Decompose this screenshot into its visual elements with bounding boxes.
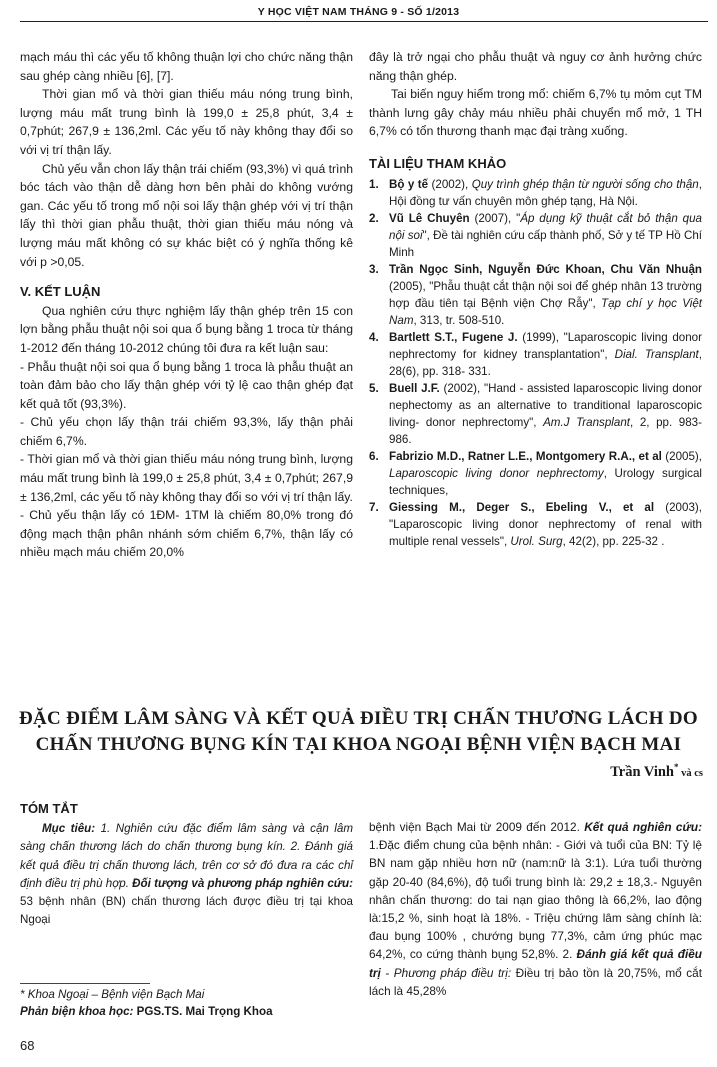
right-column-top: [369, 48, 702, 550]
reference-text: (2007), ": [469, 211, 521, 225]
references-heading: TÀI LIỆU THAM KHẢO: [369, 155, 507, 171]
reference-list: [369, 176, 702, 550]
reviewer-line: Phản biện khoa học: PGS.TS. Mai Trọng Khoa: [20, 1005, 273, 1018]
header-rule: [20, 21, 708, 22]
reference-tail: , 2, pp. 983- 986.: [389, 415, 702, 446]
reference-authors: Vũ Lê Chuyên: [389, 211, 470, 225]
footnotes: [20, 986, 353, 1020]
reference-item: [369, 448, 702, 499]
reference-source: Dial. Transplant: [614, 347, 699, 361]
bullet-item: - Chủ yếu thận lấy có 1ĐM- 1TM là chiếm 80,0% trong đó động mạch thận phân nhánh sớm chiếm 6,7%, thận lấy có nhiều mạch máu chiếm 20,0%: [20, 508, 353, 560]
reference-authors: Giessing M., Deger S., Ebeling V., et al: [389, 500, 655, 514]
reference-item: [369, 210, 702, 261]
reference-source: Áp dụng kỹ thuật cắt bỏ thận qua nội soi: [389, 211, 702, 242]
reference-authors: Bộ y tế: [389, 177, 429, 191]
bullet-item: - Chủ yếu chọn lấy thận trái chiếm 93,3%, lấy thận phải chiếm 6,7%.: [20, 415, 353, 448]
reference-authors: Trần Ngọc Sinh, Nguyễn Đức Khoan, Chu Văn Nhuận: [389, 262, 702, 276]
left-column-top: [20, 48, 353, 562]
author-suffix: và cs: [678, 767, 703, 779]
reference-item: [369, 329, 702, 380]
title-line-1: ĐẶC ĐIỂM LÂM SÀNG VÀ KẾT QUẢ ĐIỀU TRỊ CHẤN THƯƠNG LÁCH DO: [18, 708, 698, 729]
section-heading-conclusion: V. KẾT LUẬN: [20, 284, 101, 300]
reference-number: 3.: [369, 262, 379, 276]
reference-tail: , Urology surgical techniques,: [389, 466, 702, 497]
affiliation-footnote: * Khoa Ngoại – Bệnh viện Bạch Mai: [20, 988, 205, 1001]
reference-number: 1.: [369, 177, 379, 191]
paragraph: mạch máu thì các yếu tố không thuận lợi cho chức năng thận sau ghép càng nhiều [6], [7].: [20, 50, 353, 83]
reference-number: 7.: [369, 500, 379, 514]
reference-number: 2.: [369, 211, 379, 225]
reference-tail: , Hội đồng tư vấn chuyên môn ghép tạng, Hà Nội.: [389, 177, 702, 208]
author-line: [610, 762, 703, 781]
reference-item: [369, 380, 702, 448]
reference-authors: Fabrizio M.D., Ratner L.E., Montgomery R.A., et al: [389, 449, 662, 463]
summary-heading: TÓM TẮT: [20, 801, 78, 816]
bullet-item: - Thời gian mổ và thời gian thiếu máu nóng trung bình, lượng máu mất trung bình là 199,0 ± 25,8 phút, 3,4 ± 0,7phút; 267,9 ± 136,2ml, các yếu tố này không thay đổi so với vị trí thận lấy.: [20, 452, 353, 504]
reference-text: (1999), "Laparoscopic living donor nephrectomy for kidney transplantation",: [389, 330, 702, 361]
reference-number: 6.: [369, 449, 379, 463]
reference-item: [369, 499, 702, 550]
reference-authors: Bartlett S.T., Fugene J.: [389, 330, 518, 344]
paragraph: đây là trở ngại cho phẫu thuật và nguy cơ ảnh hưởng chức năng thận ghép.: [369, 50, 702, 83]
reference-source: Urol. Surg: [510, 534, 563, 548]
reference-tail: ", Đề tài nghiên cứu cấp thành phố, Sở y tế TP Hồ Chí Minh: [389, 228, 703, 259]
paragraph: Qua nghiên cứu thực nghiệm lấy thận ghép trên 15 con lợn bằng phẫu thuật nội soi qua ổ bụng bằng 1 troca từ tháng 1-2012 đến tháng 10-2012 chúng tôi đưa ra kết luận sau:: [20, 303, 353, 355]
abstract-right: [369, 818, 702, 1000]
abstract-results: bệnh viện Bạch Mai từ 2009 đến 2012. Kết quả nghiên cứu: 1.Đặc điểm chung của bệnh nhân: - Giới và tuổi của BN: Tỷ lệ BN nam gặp nhiều hơn nữ (nam:nữ là 3:1). Lứa tuổi thường gặp 20-40 (84,6%), độ tuổi trung bình là: 29,2 ± 18,3.- Nguyên nhân chấn thương: do tai nạn giao thông là 66,2%, lao động là:15,2 %, sinh hoạt là 18%. - Triệu chứng lâm sàng chính là: đau bụng 100% , chướng bụng 77,3%, cảm ứng phúc mạc 64,2%, co cứng thành bụng 52,8%. 2. Đánh giá kết quả điều trị - Phương pháp điều trị: Điều trị bảo tồn là 20,75%, mổ cắt lách là 45,28%: [369, 820, 703, 998]
footnote-rule: [20, 983, 150, 984]
reference-number: 5.: [369, 381, 379, 395]
reference-tail: , 313, tr. 508-510.: [413, 313, 505, 327]
author-name: Trần Vinh: [610, 763, 674, 780]
reference-tail: , 42(2), pp. 225-32 .: [562, 534, 665, 548]
reference-text: (2005), "Phẫu thuật cắt thận nội soi để ghép nhân 13 trường hợp đầu tiên tại Bệnh viện Chợ Rẫy",: [389, 279, 702, 310]
abstract-aim: Mục tiêu: 1. Nghiên cứu đặc điểm lâm sàng và cận lâm sàng chấn thương lách do chấn thương bụng kín. 2. Đánh giá kết quả điều trị chấn thương lách, trên cơ sở đó đưa ra các chỉ định điều trị phù hợp. Đối tượng và phương pháp nghiên cứu: 53 bệnh nhân (BN) chấn thương lách được điều trị tại khoa Ngoại: [20, 822, 353, 927]
reference-source: Am.J Transplant: [543, 415, 630, 429]
abstract-left: [20, 800, 353, 929]
article-title: [10, 706, 707, 758]
title-line-2: CHẤN THƯƠNG BỤNG KÍN TẠI KHOA NGOẠI BỆNH VIỆN BẠCH MAI: [35, 734, 682, 755]
journal-header: Y HỌC VIỆT NAM THÁNG 9 - SỐ 1/2013: [257, 6, 460, 18]
reference-text: (2005),: [661, 449, 702, 463]
paragraph: Chủ yếu vẫn chon lấy thận trái chiếm (93,3%) vì quá trình bóc tách vào thận dễ dàng hơn bên phải do không vướng gan. Các yếu tố trong mổ nội soi lấy thận ghép với vị trí thận lấy thì thời gian phẫu thuật, thời gian thiếu máu nóng và lượng máu mất không có sự khác biệt có ý nghĩa thống kê với p >0,05.: [20, 161, 353, 269]
reference-authors: Buell J.F.: [389, 381, 440, 395]
reference-number: 4.: [369, 330, 379, 344]
reference-source: Laparoscopic living donor nephrectomy: [389, 466, 604, 480]
reference-text: (2002), "Hand - assisted laparoscopic living donor nephectomy as an alternative to tranditional laparoscopic living- donor nephrectomy",: [389, 381, 702, 429]
reference-tail: , 28(6), pp. 318- 331.: [389, 347, 702, 378]
reference-item: [369, 176, 702, 210]
bullet-item: - Phẫu thuật nội soi qua ổ bụng bằng 1 troca là phẫu thuật an toàn đảm bảo cho lấy thận ghép với tỷ lệ cao thận ghép đạt kết quả tốt (93,3%).: [20, 359, 353, 411]
reference-text: (2003), "Laparoscopic living donor nephrectomy of renal with multiple renal vessels",: [389, 500, 702, 548]
reference-source: Tạp chí y học Việt Nam: [389, 296, 702, 327]
reference-item: [369, 261, 702, 329]
page-number: 68: [20, 1038, 35, 1053]
reference-source: Quy trình ghép thận từ người sống cho thận: [471, 177, 699, 191]
paragraph: Thời gian mổ và thời gian thiếu máu nóng trung bình, lượng máu mất trung bình là 199,0 ± 25,8 phút, 3,4 ± 0,7phút; 267,9 ± 136,2ml. Các yếu tố này không thay đổi so với vị trí thận lấy.: [20, 87, 353, 157]
author-mark: *: [674, 762, 679, 772]
paragraph: Tai biến nguy hiểm trong mổ: chiếm 6,7% tụ mỏm cụt TM thành lưng gây chảy máu nhiều phải chuyển mổ mở, 1 TH 6,7% có tổn thương thanh mạc đại tràng xuống.: [369, 87, 702, 139]
reference-text: (2002),: [428, 177, 472, 191]
